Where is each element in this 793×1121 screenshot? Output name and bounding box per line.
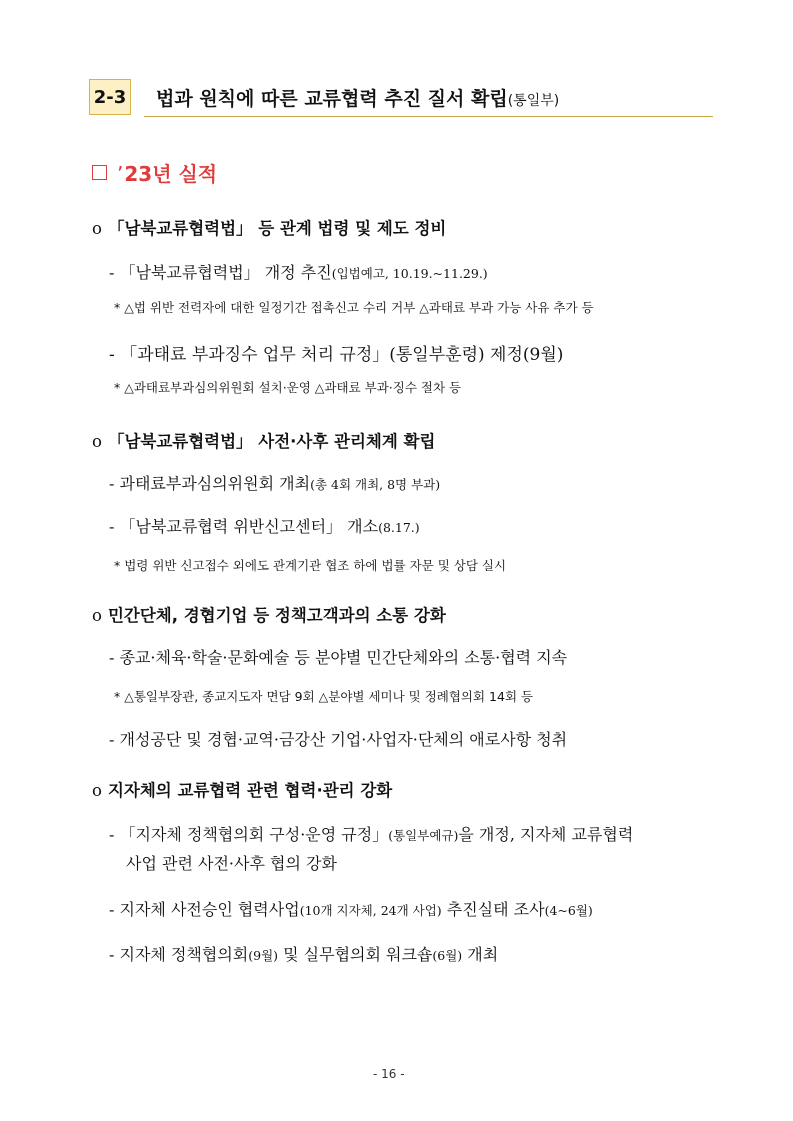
item-4-detail-2: - 지자체 사전승인 협력사업(10개 지자체, 24개 사업) 추진실태 조사(4~6월) — [109, 900, 593, 919]
section-title: 법과 원칙에 따른 교류협력 추진 질서 확립(통일부) — [156, 88, 560, 110]
section-number: 2-3 — [93, 86, 127, 108]
item-3-note-1: * △통일부장관, 종교지도자 면담 9회 △분야별 세미나 및 정례협의회 14회 등 — [114, 689, 534, 704]
item-heading-1: o 「남북교류협력법」 등 관계 법령 및 제도 정비 — [92, 219, 447, 238]
item-3-detail-2: - 개성공단 및 경협·교역·금강산 기업·사업자·단체의 애로사항 청취 — [109, 730, 568, 749]
section-number-badge — [89, 79, 131, 115]
item-4-detail-3: - 지자체 정책협의회(9월) 및 실무협의회 워크숍(6월) 개최 — [109, 945, 499, 964]
item-3-detail-1: - 종교·체육·학술·문화예술 등 분야별 민간단체와의 소통·협력 지속 — [109, 648, 568, 667]
item-1-note-2: * △과태료부과심의위원회 설치·운영 △과태료 부과·징수 절차 등 — [114, 380, 462, 395]
item-2-detail-2: - 「남북교류협력 위반신고센터」 개소(8.17.) — [109, 517, 420, 536]
item-heading-4: o 지자체의 교류협력 관련 협력·관리 강화 — [92, 781, 393, 800]
performance-heading: ’23년 실적 — [92, 158, 217, 187]
item-1-detail-2: - 「과태료 부과징수 업무 처리 규정」(통일부훈령) 제정(9월) — [109, 345, 564, 365]
item-2-detail-1: - 과태료부과심의위원회 개최(총 4회 개최, 8명 부과) — [109, 474, 441, 493]
section-underline — [144, 116, 713, 117]
item-4-detail-1-continued: 사업 관련 사전·사후 협의 강화 — [126, 854, 337, 873]
page-number: - 16 - — [373, 1067, 405, 1081]
item-1-note-1: * △법 위반 전력자에 대한 일정기간 접촉신고 수리 거부 △과태료 부과 가능 사유 추가 등 — [114, 300, 594, 315]
item-4-detail-1: - 「지자체 정책협의회 구성·운영 규정」(통일부예규)을 개정, 지자체 교류협력 — [109, 825, 634, 844]
item-2-note-1: * 법령 위반 신고접수 외에도 관계기관 협조 하에 법률 자문 및 상담 실시 — [114, 558, 507, 573]
section-title-suffix: (통일부) — [507, 93, 560, 109]
item-heading-3: o 민간단체, 경협기업 등 정책고객과의 소통 강화 — [92, 606, 446, 625]
item-heading-2: o 「남북교류협력법」 사전·사후 관리체계 확립 — [92, 432, 436, 451]
checkbox-square-icon — [92, 165, 107, 180]
item-1-detail-1: - 「남북교류협력법」 개정 추진(입법예고, 10.19.~11.29.) — [109, 263, 488, 282]
